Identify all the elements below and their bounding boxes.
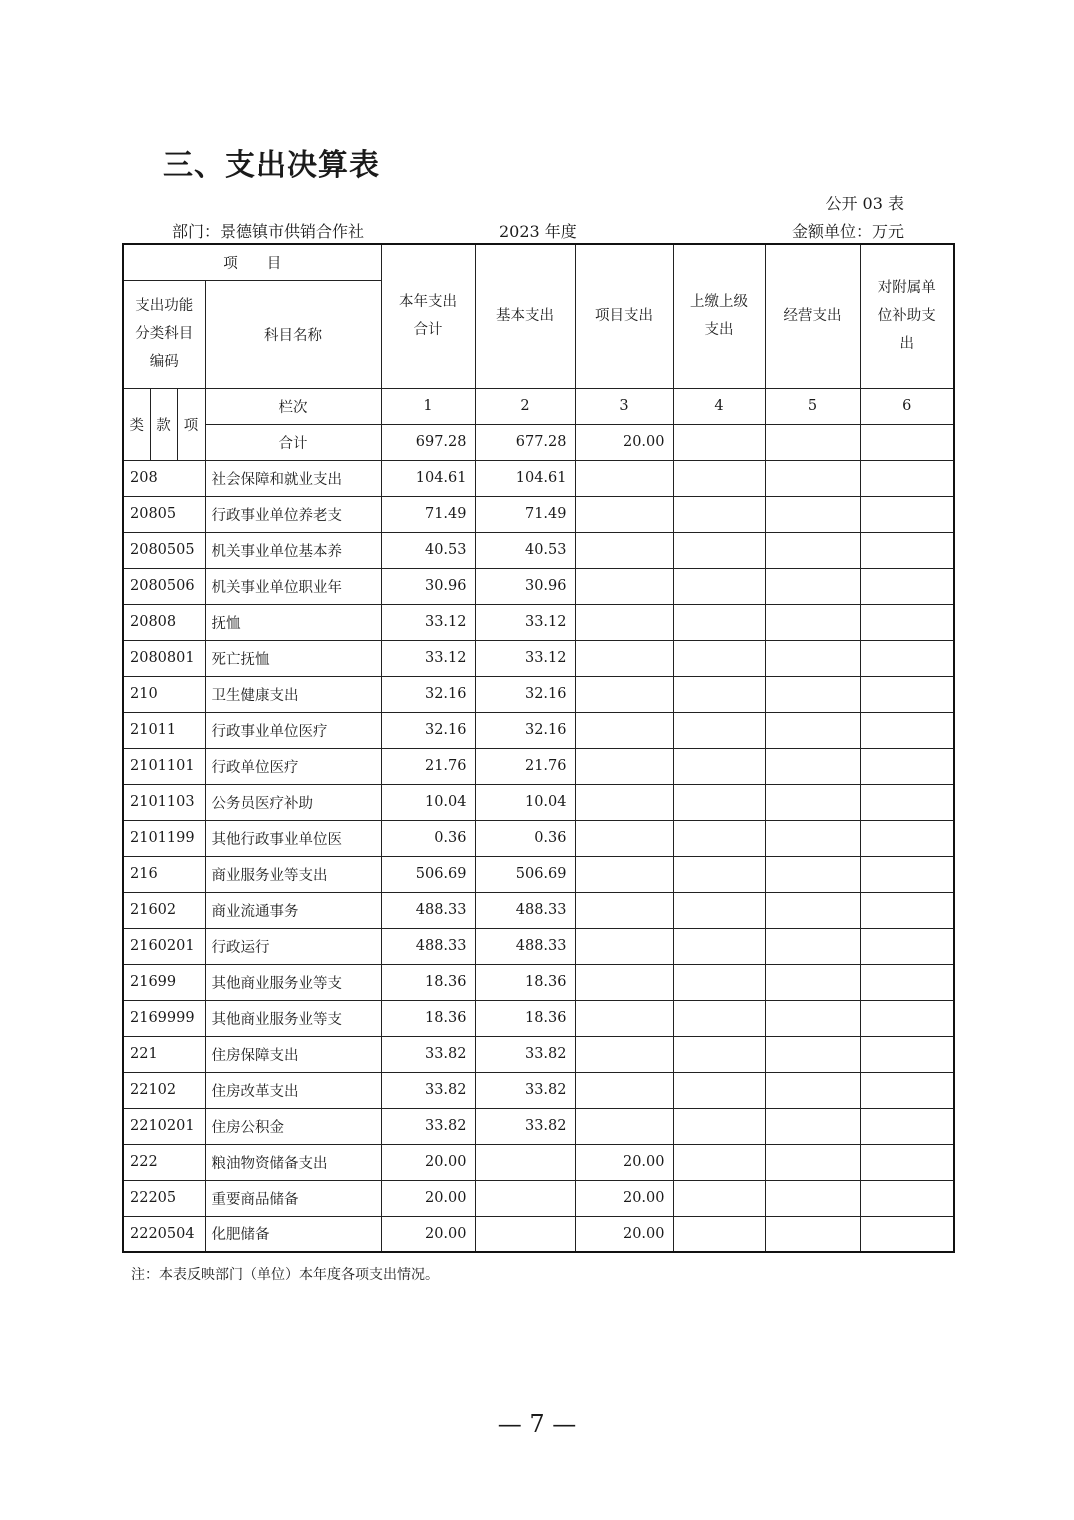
row-c4 (673, 1180, 765, 1216)
row-code: 22102 (123, 1072, 205, 1108)
row-c6 (860, 1108, 954, 1144)
table-row (123, 820, 954, 856)
row-code: 20805 (123, 496, 205, 532)
row-c6 (860, 568, 954, 604)
page-number: — 7 — (497, 1410, 577, 1438)
total-label: 合计 (205, 424, 381, 460)
page-title: 三、支出决算表 (163, 148, 380, 183)
header-col2: 基本支出 (475, 244, 575, 388)
row-c1: 32.16 (381, 712, 475, 748)
row-c5 (765, 964, 860, 1000)
row-c5 (765, 460, 860, 496)
row-c1: 18.36 (381, 964, 475, 1000)
row-name: 商业流通事务 (205, 892, 381, 928)
row-c4 (673, 784, 765, 820)
row-c1: 40.53 (381, 532, 475, 568)
table-row (123, 1000, 954, 1036)
row-name: 住房保障支出 (205, 1036, 381, 1072)
total-c5 (765, 424, 860, 460)
header-col3: 项目支出 (575, 244, 673, 388)
row-code: 21699 (123, 964, 205, 1000)
row-c2 (475, 1180, 575, 1216)
row-c1: 18.36 (381, 1000, 475, 1036)
table-row (123, 496, 954, 532)
table-row (123, 532, 954, 568)
row-name: 重要商品储备 (205, 1180, 381, 1216)
row-c1: 20.00 (381, 1180, 475, 1216)
row-c2: 32.16 (475, 712, 575, 748)
row-code: 21602 (123, 892, 205, 928)
row-c5 (765, 1216, 860, 1252)
row-code: 21011 (123, 712, 205, 748)
row-c2 (475, 1216, 575, 1252)
row-c1: 104.61 (381, 460, 475, 496)
row-code: 2101101 (123, 748, 205, 784)
row-code: 2169999 (123, 1000, 205, 1036)
row-c5 (765, 748, 860, 784)
header-col1: 本年支出合计 (381, 244, 475, 388)
row-c5 (765, 604, 860, 640)
row-c3 (575, 892, 673, 928)
row-code: 2210201 (123, 1108, 205, 1144)
form-id: 公开 03 表 (825, 194, 904, 213)
row-c6 (860, 496, 954, 532)
row-name: 住房改革支出 (205, 1072, 381, 1108)
row-c6 (860, 1144, 954, 1180)
row-c4 (673, 640, 765, 676)
row-name: 行政单位医疗 (205, 748, 381, 784)
row-c4 (673, 820, 765, 856)
table-row (123, 640, 954, 676)
row-c2: 10.04 (475, 784, 575, 820)
row-code: 22205 (123, 1180, 205, 1216)
row-code: 208 (123, 460, 205, 496)
header-xiang: 项 (177, 388, 205, 460)
row-c5 (765, 1180, 860, 1216)
row-name: 住房公积金 (205, 1108, 381, 1144)
year-label: 2023 年度 (499, 222, 577, 241)
row-c4 (673, 496, 765, 532)
row-name: 抚恤 (205, 604, 381, 640)
table-row (123, 604, 954, 640)
row-c4 (673, 712, 765, 748)
row-c1: 21.76 (381, 748, 475, 784)
row-name: 其他商业服务业等支 (205, 1000, 381, 1036)
table-row (123, 1072, 954, 1108)
row-name: 机关事业单位基本养 (205, 532, 381, 568)
row-c5 (765, 1108, 860, 1144)
row-c2: 71.49 (475, 496, 575, 532)
row-c4 (673, 1144, 765, 1180)
row-c2: 18.36 (475, 964, 575, 1000)
row-c2: 0.36 (475, 820, 575, 856)
row-c5 (765, 1000, 860, 1036)
header-col4: 上缴上级支出 (673, 244, 765, 388)
row-name: 行政运行 (205, 928, 381, 964)
row-c3: 20.00 (575, 1144, 673, 1180)
table-row (123, 1144, 954, 1180)
row-code: 2220504 (123, 1216, 205, 1252)
row-c2: 33.82 (475, 1108, 575, 1144)
row-c3 (575, 1000, 673, 1036)
total-c1: 697.28 (381, 424, 475, 460)
row-c1: 71.49 (381, 496, 475, 532)
row-c1: 32.16 (381, 676, 475, 712)
row-c6 (860, 748, 954, 784)
header-lanci: 栏次 (205, 388, 381, 424)
row-name: 商业服务业等支出 (205, 856, 381, 892)
row-c6 (860, 1072, 954, 1108)
row-c2: 33.12 (475, 640, 575, 676)
row-code: 222 (123, 1144, 205, 1180)
row-code: 2160201 (123, 928, 205, 964)
row-code: 2080801 (123, 640, 205, 676)
row-c3 (575, 1036, 673, 1072)
row-c5 (765, 1036, 860, 1072)
row-c4 (673, 1000, 765, 1036)
row-c3 (575, 676, 673, 712)
row-c6 (860, 784, 954, 820)
row-c1: 30.96 (381, 568, 475, 604)
row-name: 社会保障和就业支出 (205, 460, 381, 496)
row-c6 (860, 820, 954, 856)
row-c1: 33.82 (381, 1108, 475, 1144)
row-c2: 40.53 (475, 532, 575, 568)
table-row (123, 784, 954, 820)
row-name: 行政事业单位医疗 (205, 712, 381, 748)
row-c5 (765, 640, 860, 676)
row-c1: 488.33 (381, 928, 475, 964)
row-c2: 21.76 (475, 748, 575, 784)
row-c1: 20.00 (381, 1144, 475, 1180)
row-c6 (860, 676, 954, 712)
row-code: 2101199 (123, 820, 205, 856)
row-c3 (575, 820, 673, 856)
col-index-4: 4 (673, 388, 765, 424)
row-c3: 20.00 (575, 1180, 673, 1216)
department-label: 部门：景德镇市供销合作社 (172, 222, 365, 241)
row-c4 (673, 460, 765, 496)
row-c6 (860, 1216, 954, 1252)
header-col6: 对附属单位补助支出 (860, 244, 954, 388)
row-c4 (673, 928, 765, 964)
row-c2: 33.82 (475, 1036, 575, 1072)
table-row (123, 568, 954, 604)
row-name: 死亡抚恤 (205, 640, 381, 676)
row-c1: 20.00 (381, 1216, 475, 1252)
row-c6 (860, 892, 954, 928)
row-c6 (860, 1000, 954, 1036)
table-row (123, 1216, 954, 1252)
table-row (123, 676, 954, 712)
row-c3 (575, 496, 673, 532)
row-c4 (673, 1036, 765, 1072)
row-c3 (575, 640, 673, 676)
table-row (123, 892, 954, 928)
row-c1: 33.12 (381, 604, 475, 640)
row-c3: 20.00 (575, 1216, 673, 1252)
row-c5 (765, 892, 860, 928)
row-c4 (673, 532, 765, 568)
unit-label: 金额单位：万元 (791, 222, 904, 241)
total-c4 (673, 424, 765, 460)
row-c2: 506.69 (475, 856, 575, 892)
row-c5 (765, 568, 860, 604)
row-code: 2080506 (123, 568, 205, 604)
row-c2: 18.36 (475, 1000, 575, 1036)
row-code: 210 (123, 676, 205, 712)
row-name: 公务员医疗补助 (205, 784, 381, 820)
row-c2: 33.12 (475, 604, 575, 640)
table-row (123, 856, 954, 892)
col-index-1: 1 (381, 388, 475, 424)
row-c4 (673, 892, 765, 928)
row-c6 (860, 856, 954, 892)
row-c5 (765, 1144, 860, 1180)
row-c3 (575, 964, 673, 1000)
row-code: 20808 (123, 604, 205, 640)
row-c2: 104.61 (475, 460, 575, 496)
row-name: 行政事业单位养老支 (205, 496, 381, 532)
row-c5 (765, 1072, 860, 1108)
table-row (123, 928, 954, 964)
row-name: 化肥储备 (205, 1216, 381, 1252)
row-name: 粮油物资储备支出 (205, 1144, 381, 1180)
row-name: 其他行政事业单位医 (205, 820, 381, 856)
header-lei: 类 (123, 388, 150, 460)
total-c6 (860, 424, 954, 460)
table-row (123, 964, 954, 1000)
row-c4 (673, 676, 765, 712)
row-code: 221 (123, 1036, 205, 1072)
row-c2: 488.33 (475, 928, 575, 964)
row-c6 (860, 1180, 954, 1216)
row-c3 (575, 532, 673, 568)
row-c5 (765, 496, 860, 532)
row-c1: 33.82 (381, 1036, 475, 1072)
total-c2: 677.28 (475, 424, 575, 460)
col-index-3: 3 (575, 388, 673, 424)
row-c6 (860, 640, 954, 676)
col-index-2: 2 (475, 388, 575, 424)
row-c3 (575, 928, 673, 964)
row-c6 (860, 532, 954, 568)
row-c6 (860, 604, 954, 640)
table-row (123, 712, 954, 748)
row-c6 (860, 1036, 954, 1072)
row-name: 卫生健康支出 (205, 676, 381, 712)
total-c3: 20.00 (575, 424, 673, 460)
row-c3 (575, 712, 673, 748)
row-c3 (575, 604, 673, 640)
header-col5: 经营支出 (765, 244, 860, 388)
row-c3 (575, 568, 673, 604)
row-c6 (860, 964, 954, 1000)
row-c5 (765, 532, 860, 568)
row-code: 2080505 (123, 532, 205, 568)
table-note: 注：本表反映部门（单位）本年度各项支出情况。 (131, 1267, 439, 1283)
row-c1: 33.12 (381, 640, 475, 676)
header-name: 科目名称 (205, 280, 381, 388)
row-c6 (860, 460, 954, 496)
row-c2 (475, 1144, 575, 1180)
row-code: 216 (123, 856, 205, 892)
row-c6 (860, 928, 954, 964)
header-project: 项 目 (123, 244, 381, 280)
row-name: 其他商业服务业等支 (205, 964, 381, 1000)
col-index-6: 6 (860, 388, 954, 424)
col-index-5: 5 (765, 388, 860, 424)
row-c1: 488.33 (381, 892, 475, 928)
row-c3 (575, 784, 673, 820)
row-c1: 33.82 (381, 1072, 475, 1108)
row-c5 (765, 676, 860, 712)
row-c4 (673, 1072, 765, 1108)
row-c4 (673, 1108, 765, 1144)
row-c5 (765, 928, 860, 964)
row-c3 (575, 460, 673, 496)
row-c3 (575, 856, 673, 892)
row-c2: 30.96 (475, 568, 575, 604)
row-c4 (673, 964, 765, 1000)
row-c2: 488.33 (475, 892, 575, 928)
row-c4 (673, 604, 765, 640)
row-c5 (765, 856, 860, 892)
row-c4 (673, 748, 765, 784)
row-c1: 10.04 (381, 784, 475, 820)
header-code-group: 支出功能分类科目编码 (123, 280, 205, 388)
row-c4 (673, 1216, 765, 1252)
row-c2: 32.16 (475, 676, 575, 712)
row-c4 (673, 856, 765, 892)
row-c2: 33.82 (475, 1072, 575, 1108)
table-row (123, 460, 954, 496)
row-c3 (575, 1072, 673, 1108)
row-c3 (575, 748, 673, 784)
row-c1: 506.69 (381, 856, 475, 892)
table-row (123, 748, 954, 784)
row-c5 (765, 784, 860, 820)
row-c6 (860, 712, 954, 748)
expenditure-table (122, 243, 955, 1253)
header-kuan: 款 (150, 388, 177, 460)
row-c1: 0.36 (381, 820, 475, 856)
table-row (123, 1036, 954, 1072)
table-row (123, 1108, 954, 1144)
table-row (123, 1180, 954, 1216)
row-code: 2101103 (123, 784, 205, 820)
row-c3 (575, 1108, 673, 1144)
row-name: 机关事业单位职业年 (205, 568, 381, 604)
row-c5 (765, 820, 860, 856)
row-c5 (765, 712, 860, 748)
row-c4 (673, 568, 765, 604)
